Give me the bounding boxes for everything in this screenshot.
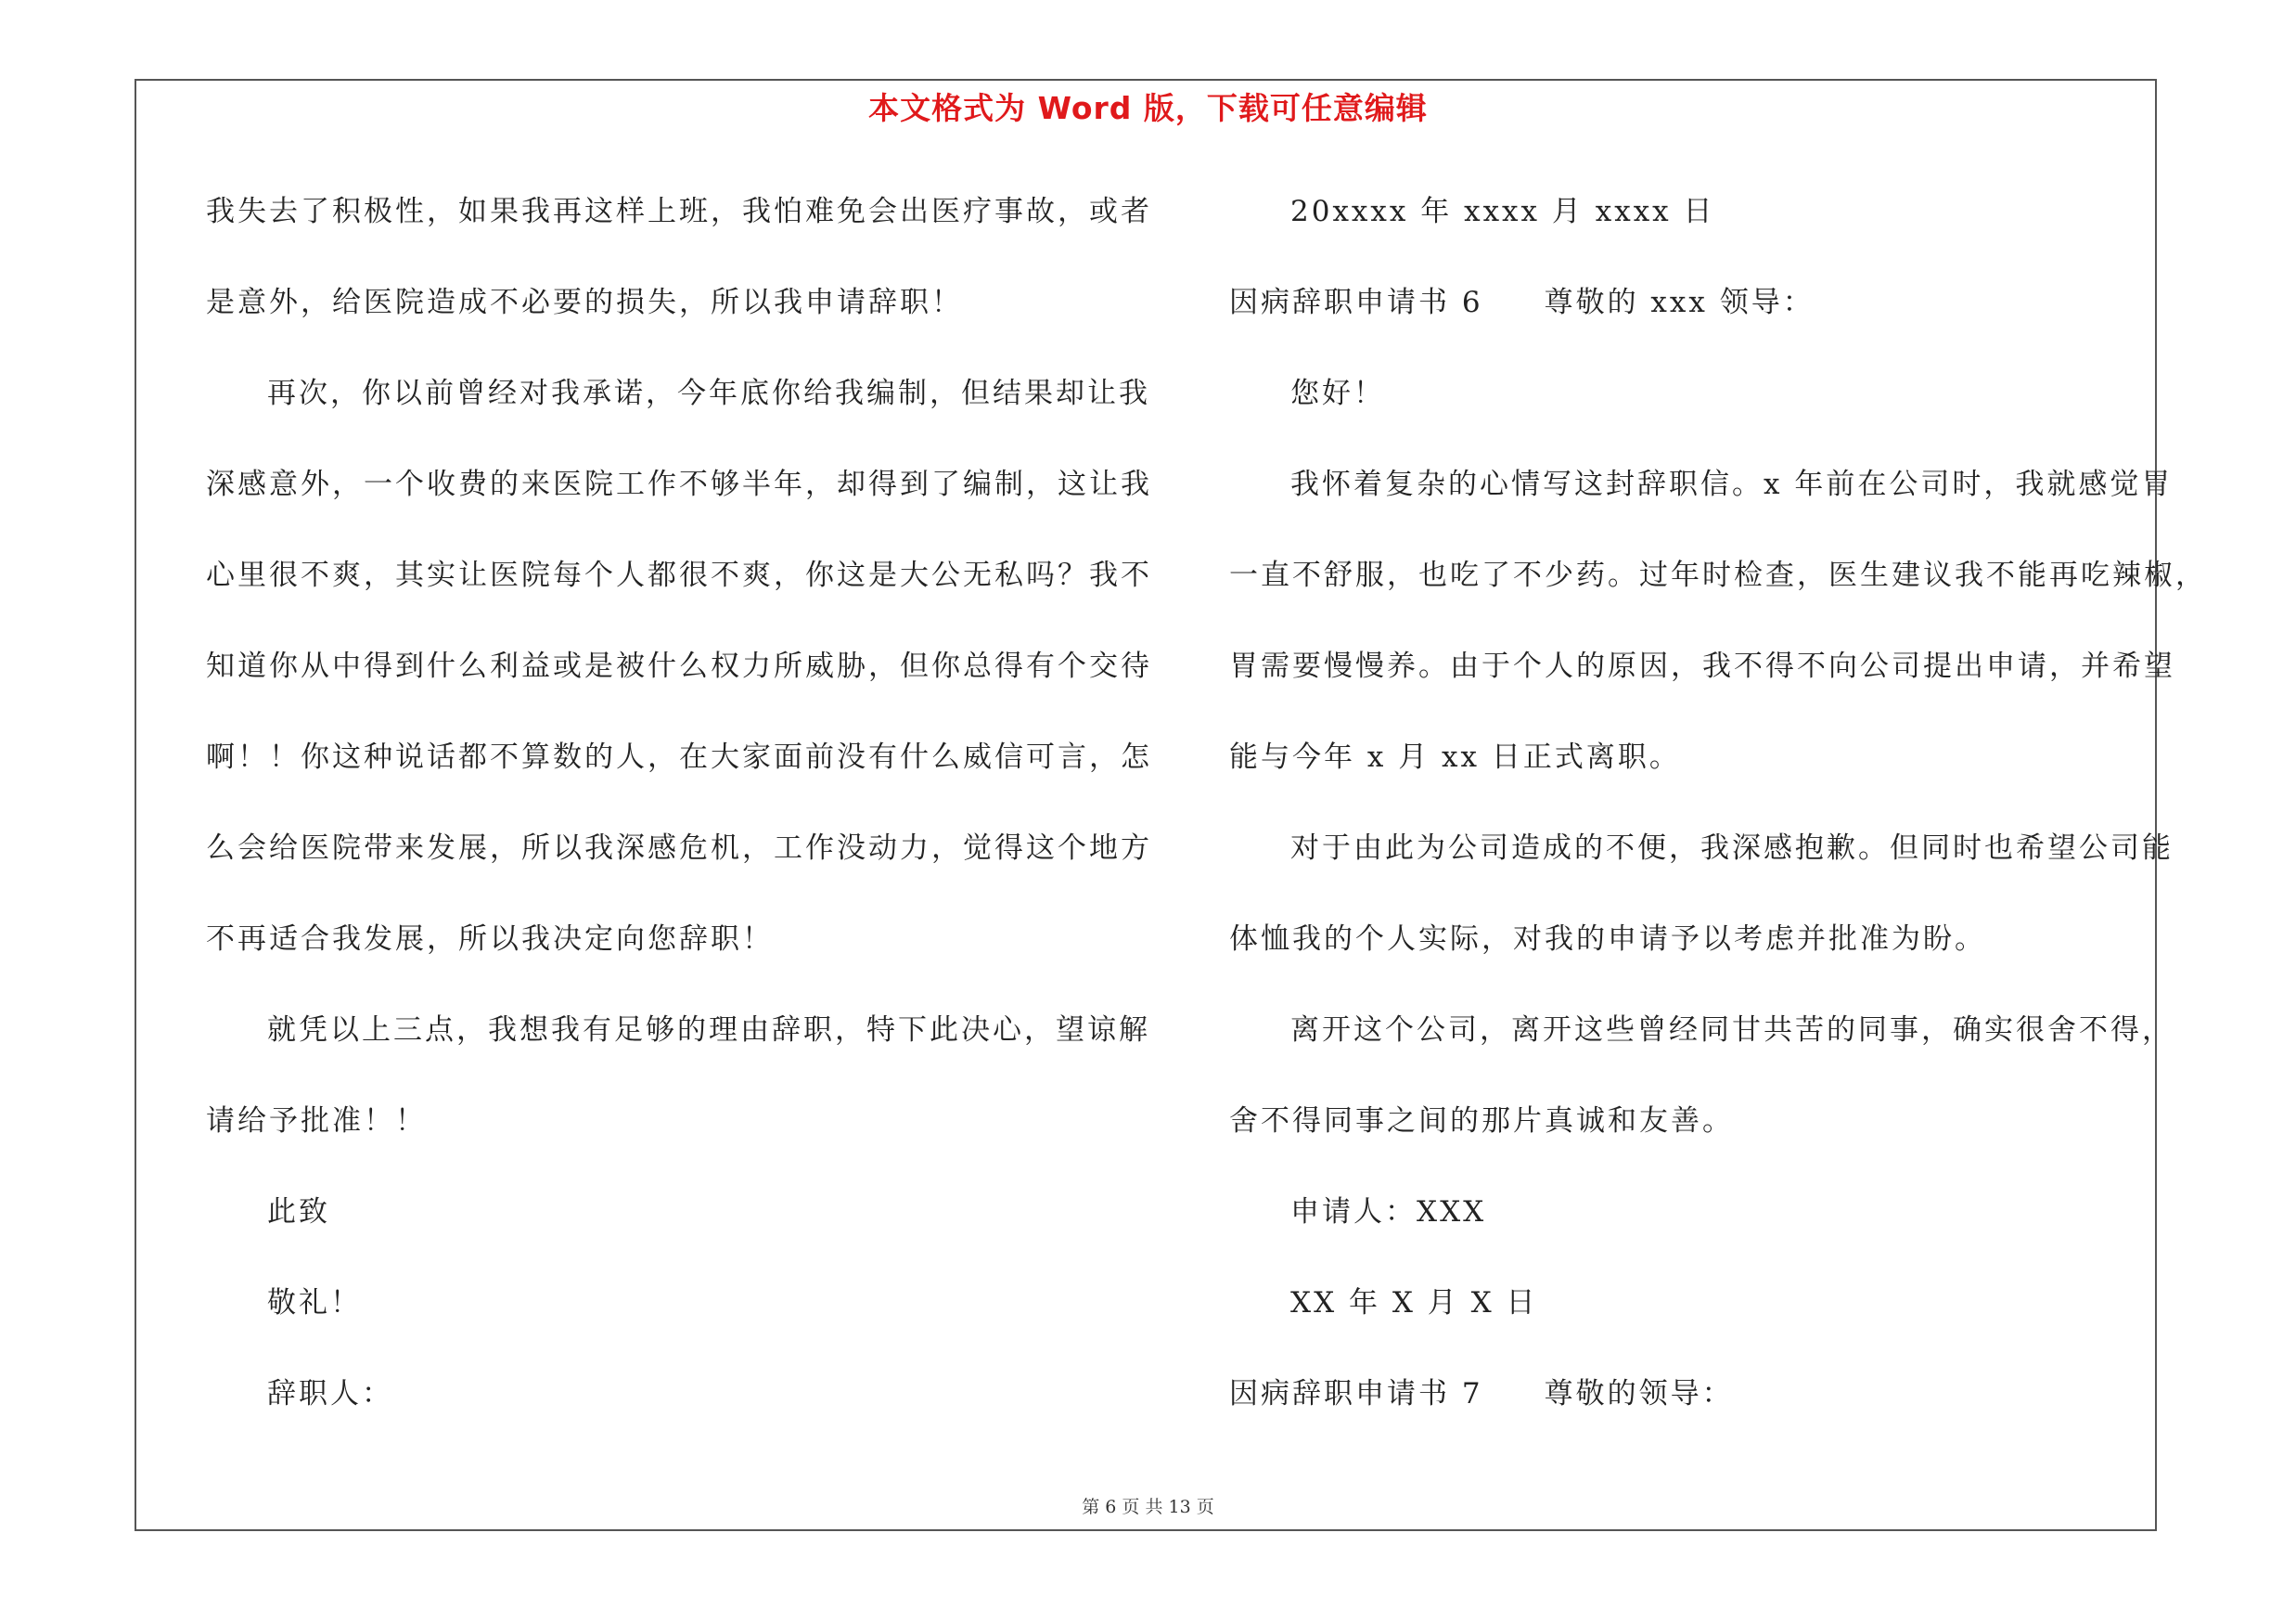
right-line-4: 我怀着复杂的心情写这封辞职信。x 年前在公司时，我就感觉胃 <box>1290 468 2174 501</box>
closing-salutation: 此致 <box>267 1195 330 1229</box>
right-line-8: 对于由此为公司造成的不便，我深感抱歉。但同时也希望公司能 <box>1290 831 2174 865</box>
left-line-7: 啊！！你这种说话都不算数的人，在大家面前没有什么威信可言，怎 <box>206 741 1152 774</box>
left-line-1: 我失去了积极性，如果我再这样上班，我怕难免会出医疗事故，或者 <box>206 195 1152 228</box>
left-line-5: 心里很不爽，其实让医院每个人都很不爽，你这是大公无私吗？我不 <box>206 559 1152 592</box>
date-line: 20xxxx 年 xxxx 月 xxxx 日 <box>1290 195 1715 228</box>
right-line-10: 离开这个公司，离开这些曾经同甘共苦的同事，确实很舍不得， <box>1290 1013 2174 1047</box>
right-line-11: 舍不得同事之间的那片真诚和友善。 <box>1229 1104 1734 1138</box>
right-line-6: 胃需要慢慢养。由于个人的原因，我不得不向公司提出申请，并希望 <box>1229 650 2175 683</box>
left-line-6: 知道你从中得到什么利益或是被什么权力所威胁，但你总得有个交待 <box>206 650 1152 683</box>
letter-6-title: 因病辞职申请书 6 <box>1229 286 1483 319</box>
left-line-11: 请给予批准！！ <box>206 1104 427 1138</box>
applicant-date-line: XX 年 X 月 X 日 <box>1290 1286 1538 1320</box>
format-banner: 本文格式为 Word 版，下载可任意编辑 <box>868 90 1428 126</box>
left-line-8: 么会给医院带来发展，所以我深感危机，工作没动力，觉得这个地方 <box>206 831 1152 865</box>
left-line-2: 是意外，给医院造成不必要的损失，所以我申请辞职！ <box>206 286 963 319</box>
right-line-9: 体恤我的个人实际，对我的申请予以考虑并批准为盼。 <box>1229 922 1986 956</box>
letter-6-greeting: 尊敬的 xxx 领导： <box>1544 286 1815 319</box>
left-line-3: 再次，你以前曾经对我承诺，今年底你给我编制，但结果却让我 <box>267 377 1150 410</box>
left-line-9: 不再适合我发展，所以我决定向您辞职！ <box>206 922 774 956</box>
page-number-footer: 第 6 页 共 13 页 <box>1082 1497 1214 1517</box>
letter-7-heading <box>1229 1366 2157 1457</box>
left-line-4: 深感意外，一个收费的来医院工作不够半年，却得到了编制，这让我 <box>206 468 1152 501</box>
right-line-5: 一直不舒服，也吃了不少药。过年时检查，医生建议我不能再吃辣椒， <box>1229 559 2207 592</box>
closing-regards: 敬礼！ <box>267 1286 362 1320</box>
applicant-line: 申请人：XXX <box>1290 1195 1487 1229</box>
left-column <box>206 184 1152 1457</box>
letter-7-greeting: 尊敬的领导： <box>1544 1377 1734 1410</box>
right-line-3: 您好！ <box>1290 377 1385 410</box>
left-line-10: 就凭以上三点，我想我有足够的理由辞职，特下此决心，望谅解 <box>267 1013 1150 1047</box>
letter-6-heading <box>1229 275 2157 366</box>
resigner-signature-label: 辞职人： <box>267 1377 393 1410</box>
right-line-7: 能与今年 x 月 xx 日正式离职。 <box>1229 741 1681 774</box>
right-column <box>1229 184 2207 1457</box>
letter-7-title: 因病辞职申请书 7 <box>1229 1377 1483 1410</box>
